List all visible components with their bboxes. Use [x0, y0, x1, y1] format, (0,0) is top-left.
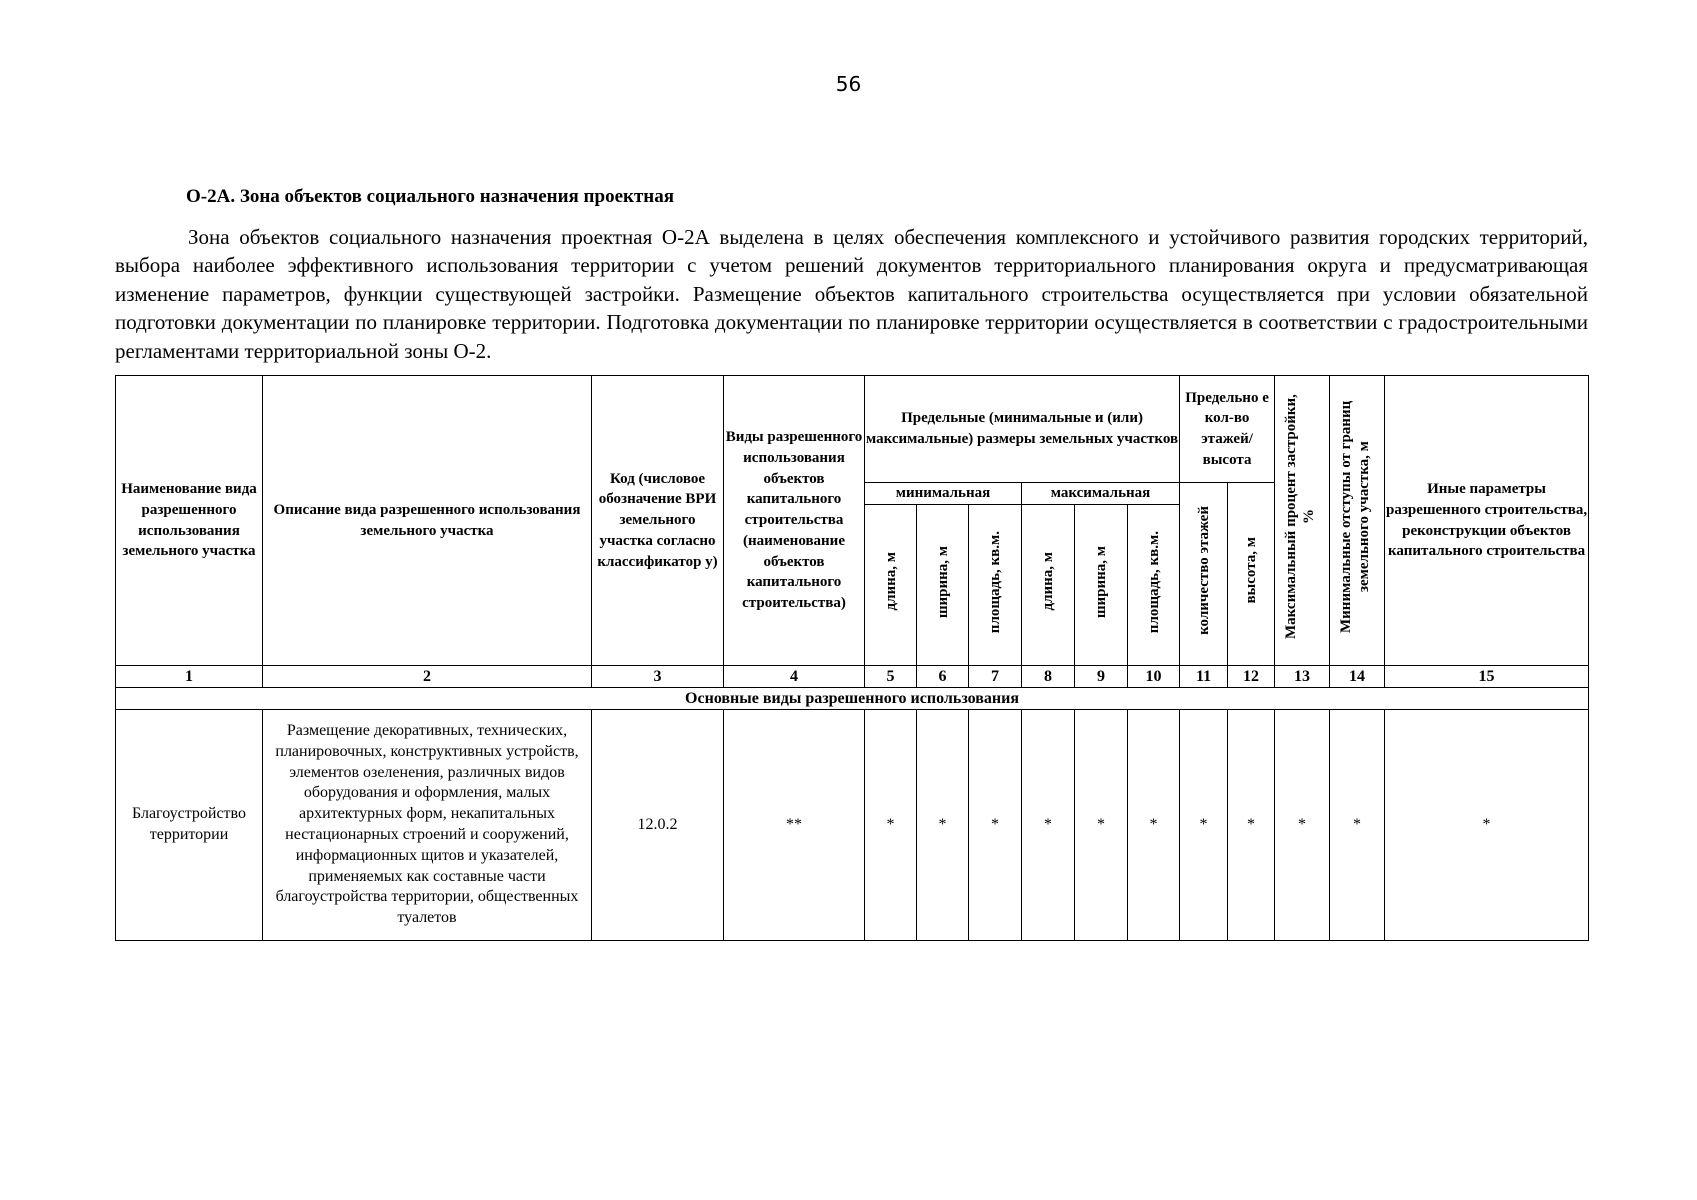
header-min-length-label: длина, м — [882, 552, 899, 611]
header-other-params: Иные параметры разрешенного строительства, реконструкции объектов капитального строительства — [1385, 376, 1589, 666]
header-height — [1228, 483, 1275, 666]
intro-paragraph: Зона объектов социального назначения проектная О-2А выделена в целях обеспечения комплексного и устойчивого развития городских территорий, выбора наиболее эффективного использования территории с учетом решений документов территориального планирования округа и предусматривающая изменение параметров, функции существующей застройки. Размещение объектов капитального строительства осуществляется при условии обязательной подготовки документации по планировке территории. Подготовка документации по планировке территории осуществляется в соответствии с градостроительными регламентами территориальной зоны О-2. — [115, 225, 1588, 363]
column-number: 10 — [1128, 666, 1180, 688]
row-value: * — [1075, 710, 1128, 941]
header-min-width-label: ширина, м — [934, 545, 951, 618]
column-number: 4 — [724, 666, 865, 688]
row-value: * — [865, 710, 917, 941]
row-value: * — [1180, 710, 1228, 941]
row-object-types: ** — [724, 710, 865, 941]
header-max-width — [1075, 505, 1128, 666]
regulations-table — [115, 375, 1589, 941]
row-value: * — [1022, 710, 1075, 941]
header-min-width — [917, 505, 969, 666]
header-max-area-label: площадь, кв.м. — [1145, 530, 1162, 633]
column-number: 5 — [865, 666, 917, 688]
column-number: 14 — [1330, 666, 1385, 688]
row-code: 12.0.2 — [592, 710, 724, 941]
header-max-width-label: ширина, м — [1093, 545, 1109, 618]
header-object-types: Виды разрешенного использования объектов капитального строительства (наименование объектов капитального строительства) — [724, 376, 865, 666]
table-row — [116, 710, 1589, 941]
header-max-percent — [1275, 376, 1330, 666]
header-height-label: высота, м — [1243, 537, 1260, 604]
column-number: 15 — [1385, 666, 1589, 688]
column-number: 11 — [1180, 666, 1228, 688]
row-value: * — [1275, 710, 1330, 941]
row-value: * — [917, 710, 969, 941]
row-name: Благоустройство территории — [116, 710, 263, 941]
header-min-setbacks-label: Минимальные отступы от границ земельного участка, м — [1338, 401, 1373, 634]
section-row — [116, 688, 1589, 710]
header-max-area — [1128, 505, 1180, 666]
column-numbers-row — [116, 666, 1589, 688]
row-value: * — [1330, 710, 1385, 941]
column-number: 1 — [116, 666, 263, 688]
column-number: 13 — [1275, 666, 1330, 688]
column-number: 9 — [1075, 666, 1128, 688]
header-max-length — [1022, 505, 1075, 666]
section-title: Основные виды разрешенного использования — [116, 688, 1589, 710]
header-code: Код (числовое обозначение ВРИ земельного участка согласно классификатор у) — [592, 376, 724, 666]
column-number: 2 — [263, 666, 592, 688]
header-floors-height: Предельно е кол-во этажей/ высота — [1180, 376, 1275, 483]
header-min-area-label: площадь, кв.м. — [987, 530, 1003, 633]
header-description: Описание вида разрешенного использования земельного участка — [263, 376, 592, 666]
row-value: * — [1128, 710, 1180, 941]
header-min-setbacks — [1330, 376, 1385, 666]
row-value: * — [1228, 710, 1275, 941]
page-number: 56 — [835, 72, 862, 96]
header-max-length-label: длина, м — [1040, 552, 1056, 611]
header-name: Наименование вида разрешенного использования земельного участка — [116, 376, 263, 666]
header-plot-sizes: Предельные (минимальные и (или) максимальные) размеры земельных участков — [865, 376, 1180, 483]
column-number: 6 — [917, 666, 969, 688]
header-floors-label: количество этажей — [1195, 506, 1212, 636]
column-number: 8 — [1022, 666, 1075, 688]
column-number: 7 — [969, 666, 1022, 688]
section-heading: О-2А. Зона объектов социального назначения проектная — [186, 186, 675, 207]
header-min-area — [969, 505, 1022, 666]
header-max-percent-label: Максимальный процент застройки, % — [1283, 394, 1318, 640]
header-floors — [1180, 483, 1228, 666]
header-minimal: минимальная — [865, 483, 1022, 505]
row-value: * — [1385, 710, 1589, 941]
header-maximal: максимальная — [1022, 483, 1180, 505]
row-value: * — [969, 710, 1022, 941]
header-min-length — [865, 505, 917, 666]
row-description: Размещение декоративных, технических, планировочных, конструктивных устройств, элементов озеленения, различных видов оборудования и оформления, малых архитектурных форм, некапитальных нестационарных строений и сооружений, информационных щитов и указателей, применяемых как составные части благоустройства территории, общественных туалетов — [263, 710, 592, 941]
column-number: 3 — [592, 666, 724, 688]
column-number: 12 — [1228, 666, 1275, 688]
